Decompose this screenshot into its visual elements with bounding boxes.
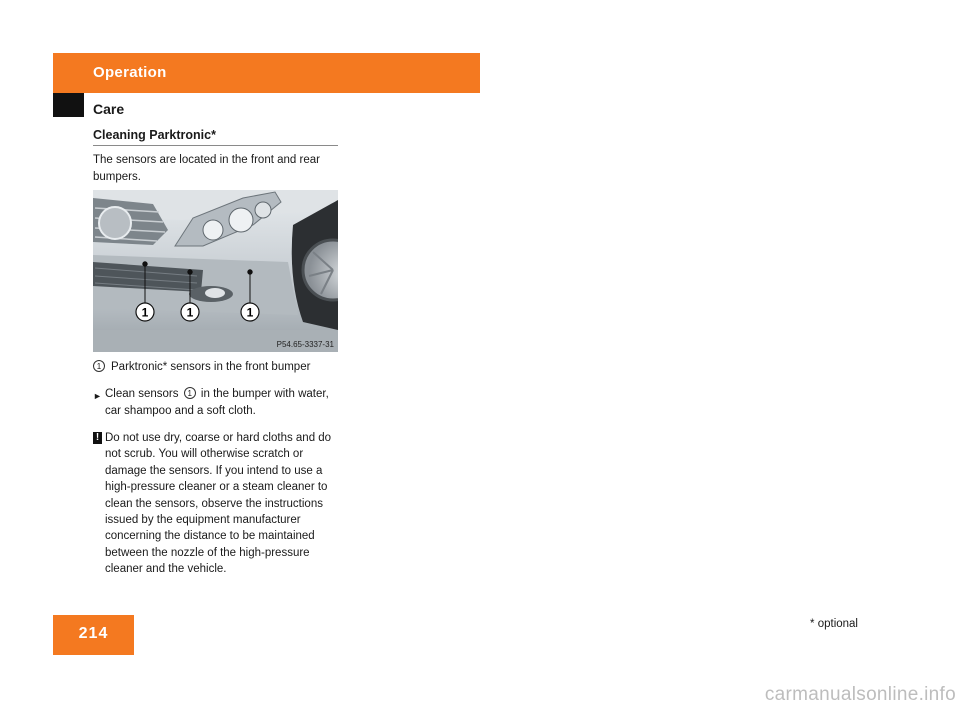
callout-number-icon: 1 bbox=[184, 387, 196, 399]
instruction-text-before: Clean sensors bbox=[105, 388, 179, 400]
intro-paragraph: The sensors are located in the front and rear bumpers. bbox=[93, 154, 320, 183]
watermark: carmanualsonline.info bbox=[764, 684, 956, 705]
callout-label: 1 bbox=[141, 305, 149, 320]
arrow-right-icon: ► bbox=[93, 391, 102, 401]
bumper-photo bbox=[93, 190, 338, 352]
instruction-step bbox=[93, 386, 343, 419]
callout-label: 1 bbox=[186, 305, 194, 320]
warning-icon: ! bbox=[93, 432, 102, 444]
heading-rule bbox=[93, 145, 338, 146]
figure-code: P54.65-3337-31 bbox=[276, 340, 334, 349]
warning-note bbox=[93, 430, 343, 578]
figure-legend bbox=[93, 360, 341, 373]
chapter-title: Operation bbox=[93, 64, 167, 81]
page-number-box bbox=[53, 615, 134, 655]
bumper-illustration bbox=[93, 190, 338, 352]
callout-number-icon: 1 bbox=[93, 360, 105, 372]
section-title: Care bbox=[93, 101, 125, 117]
callout-label: 1 bbox=[246, 305, 254, 320]
header-bar bbox=[53, 53, 480, 93]
footnote: * optional bbox=[810, 618, 858, 630]
instruction-text-after: in the bumper with water, car shampoo and a soft cloth. bbox=[105, 388, 329, 417]
legend-text: Parktronic* sensors in the front bumper bbox=[111, 361, 311, 373]
section-marker bbox=[53, 93, 84, 117]
warning-text: Do not use dry, coarse or hard cloths and do not scrub. You will otherwise scratch or damage the sensors. If you intend to use a high-pressure cleaner or a steam cleaner to clean the sensors, observe the instructions issued by the equipment manufacturer concerning the distance to be maintained between the nozzle of the high-pressure cleaner and the vehicle. bbox=[105, 432, 332, 576]
subheading: Cleaning Parktronic* bbox=[93, 128, 216, 142]
page-number: 214 bbox=[78, 625, 109, 642]
